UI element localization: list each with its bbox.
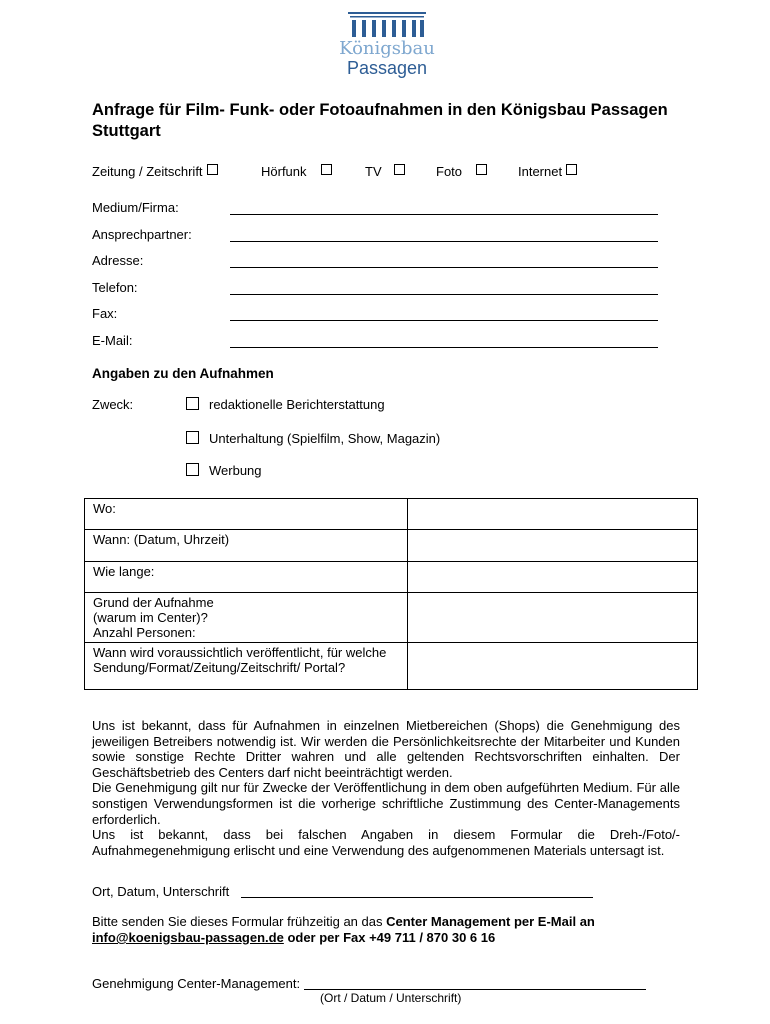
table-answer-cell[interactable] [408,530,698,562]
media-option-label: Internet [518,164,563,179]
field-label: Adresse: [92,253,144,268]
checkbox[interactable] [394,164,405,175]
field-input-line[interactable] [230,241,658,242]
checkbox[interactable] [207,164,218,175]
checkbox[interactable] [321,164,332,175]
send-fax: oder per Fax +49 711 / 870 30 6 16 [283,930,496,945]
table-question: Wann: (Datum, Uhrzeit) [85,530,408,562]
media-type-row [92,164,692,184]
section-heading: Angaben zu den Aufnahmen [92,366,274,381]
table-row [85,530,698,562]
table-row [85,593,698,643]
table-row [85,562,698,593]
form-title: Anfrage für Film- Funk- oder Fotoaufnahmen in den Königsbau Passagen Stuttgart [92,101,668,140]
field-label: Medium/Firma: [92,200,179,215]
field-input-line[interactable] [230,294,658,295]
field-input-line[interactable] [230,347,658,348]
table-answer-cell[interactable] [408,562,698,593]
zweck-option-entertainment[interactable] [186,431,440,446]
field-label: Ansprechpartner: [92,227,192,242]
checkbox[interactable] [186,397,199,410]
send-bold: Center Management per E-Mail an [386,914,595,929]
field-label: E-Mail: [92,333,133,348]
terms-text [92,718,680,858]
media-option-zeitung[interactable] [92,164,218,179]
zweck-option-label: redaktionelle Berichterstattung [209,397,385,412]
field-input-line[interactable] [230,214,658,215]
media-option-label: Zeitung / Zeitschrift [92,164,203,179]
field-phone[interactable] [92,280,662,298]
checkbox[interactable] [186,431,199,444]
table-question: Grund der Aufnahme (warum im Center)? Anzahl Personen: [85,593,408,643]
field-label: Telefon: [92,280,138,295]
colonnade-logo-icon [344,12,430,38]
field-label: Fax: [92,306,118,321]
field-fax[interactable] [92,306,662,324]
field-email[interactable] [92,333,662,351]
terms-paragraph: Uns ist bekannt, dass bei falschen Angaben in diesem Formular die Dreh-/Foto/-Aufnahmegenehmigung erlischt und eine Verwendung des aufgenommenen Materials untersagt ist. [92,827,680,858]
table-answer-cell[interactable] [408,499,698,530]
media-option-hoerfunk[interactable] [261,164,332,179]
terms-paragraph: Die Genehmigung gilt nur für Zwecke der Veröffentlichung in dem oben aufgeführten Medium. Für alle sonstigen Verwendungsformen ist die vorherige schriftliche Zustimmung des Center-Managements erforderlich. [92,780,680,827]
field-contact[interactable] [92,227,662,245]
zweck-option-editorial[interactable] [186,397,385,412]
media-option-internet[interactable] [518,164,577,179]
signature-label: Ort, Datum, Unterschrift [92,884,230,899]
details-table [84,498,698,690]
zweck-option-advertising[interactable] [186,463,262,478]
media-option-tv[interactable] [365,164,405,179]
checkbox[interactable] [476,164,487,175]
approval-sublabel: (Ort / Datum / Unterschrift) [320,991,462,1005]
approval-label: Genehmigung Center-Management: [92,976,301,991]
field-address[interactable] [92,253,662,271]
table-question: Wie lange: [85,562,408,593]
logo [332,12,442,92]
media-option-foto[interactable] [436,164,487,179]
terms-paragraph: Uns ist bekannt, dass für Aufnahmen in einzelnen Mietbereichen (Shops) die Genehmigung des jeweiligen Betreibers notwendig ist. Wir werden die Persönlichkeitsrechte der Mitarbeiter und Kunden sowie sonstige Rechte Dritter wahren und alle geltenden Rechtsvorschriften einhalten. Der Geschäftsbetrieb des Centers darf nicht beeinträchtigt werden. [92,718,680,780]
table-row [85,499,698,530]
send-instructions [92,914,692,946]
media-option-label: TV [365,164,382,179]
signature-line[interactable] [241,897,593,898]
approval-field[interactable] [92,976,646,991]
logo-text-bottom: Passagen [346,58,428,78]
checkbox[interactable] [566,164,577,175]
table-row [85,643,698,690]
table-question: Wo: [85,499,408,530]
field-input-line[interactable] [230,267,658,268]
field-medium[interactable] [92,200,662,218]
media-option-label: Hörfunk [261,164,307,179]
media-option-label: Foto [436,164,463,179]
email-link[interactable]: info@koenigsbau-passagen.de [92,930,284,945]
send-prefix: Bitte senden Sie dieses Formular frühzeitig an das [92,914,387,929]
signature-field[interactable] [92,884,593,899]
table-answer-cell[interactable] [408,593,698,643]
zweck-option-label: Werbung [209,463,262,478]
field-input-line[interactable] [230,320,658,321]
logo-text-top: Königsbau [339,38,435,59]
table-answer-cell[interactable] [408,643,698,690]
approval-line[interactable] [304,989,646,990]
zweck-label: Zweck: [92,397,134,412]
zweck-option-label: Unterhaltung (Spielfilm, Show, Magazin) [209,431,441,446]
checkbox[interactable] [186,463,199,476]
table-question: Wann wird voraussichtlich veröffentlicht, für welche Sendung/Format/Zeitung/Zeitschrift/ Portal? [85,643,408,690]
